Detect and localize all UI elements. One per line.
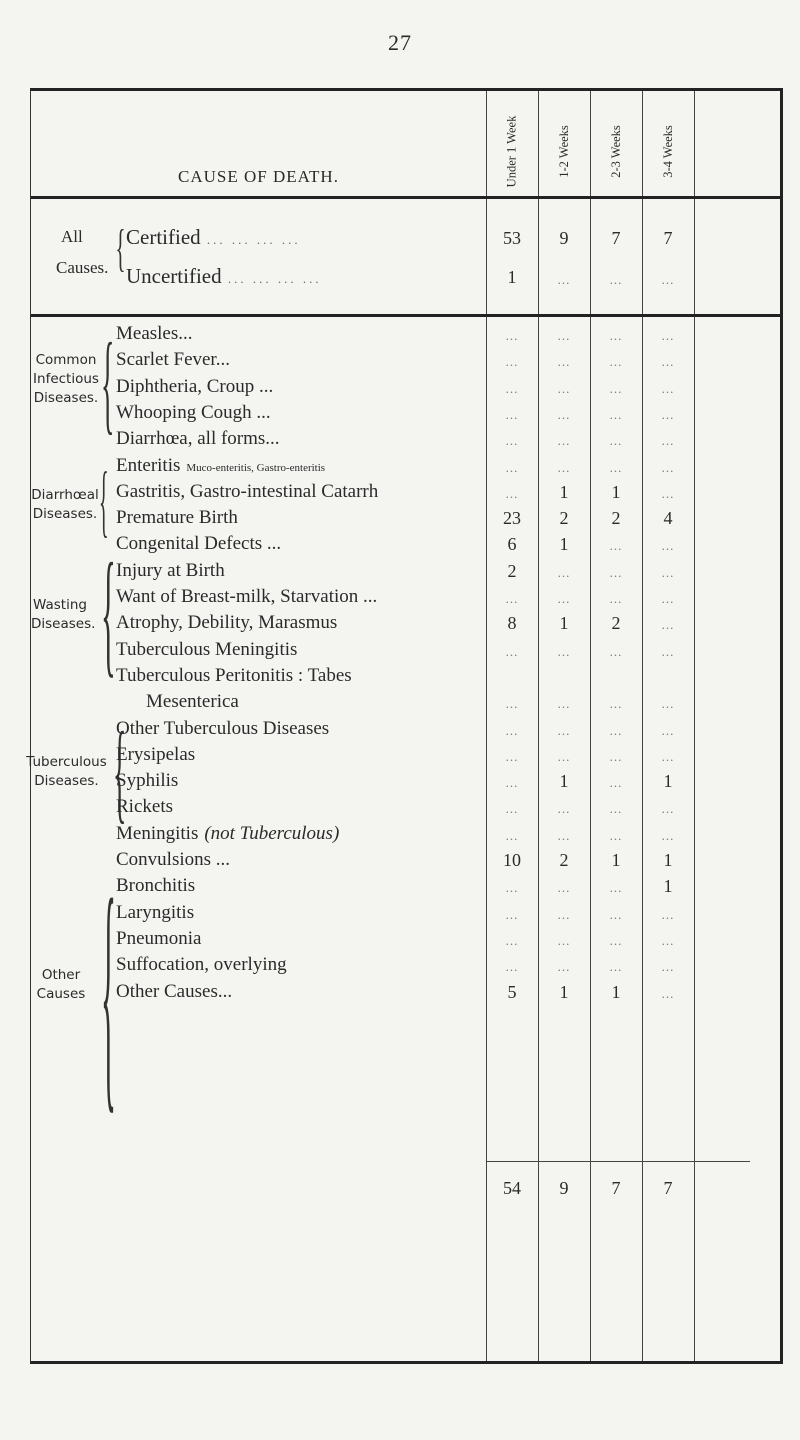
table-cell: 2 bbox=[559, 850, 569, 870]
row-label: Syphilis bbox=[116, 770, 179, 792]
brace-icon: { bbox=[115, 220, 126, 277]
group-label-all-causes: All Causes. bbox=[56, 227, 109, 277]
table-cell: 1 bbox=[559, 981, 569, 1002]
row-label: Tuberculous Peritonitis : Tabes bbox=[116, 664, 352, 686]
row-label: Suffocation, overlying bbox=[116, 954, 287, 976]
table-cell: ... bbox=[661, 617, 675, 633]
table-cell: ... bbox=[505, 433, 519, 449]
table-cell: 1 bbox=[663, 771, 673, 792]
table-cell: ... bbox=[609, 433, 623, 449]
row-label: Other Causes... bbox=[116, 980, 233, 1002]
table-cell: 2 bbox=[611, 508, 621, 529]
table-cell: ... bbox=[661, 643, 675, 659]
table-cell: ... bbox=[609, 880, 623, 896]
group-label-tuberculous: Tuberculous Diseases. bbox=[26, 754, 107, 789]
table-cell: 8 bbox=[507, 613, 517, 634]
table-cell: ... bbox=[557, 722, 571, 738]
table-cell: ... bbox=[557, 433, 571, 449]
table-cell: ... bbox=[505, 748, 519, 764]
table-cell: 23 bbox=[503, 508, 521, 529]
table-cell: ... bbox=[505, 354, 519, 370]
row-label: Meningitis (not Tuberculous) bbox=[116, 822, 340, 844]
table-cell: 2 bbox=[611, 613, 621, 634]
table-cell: ... bbox=[505, 880, 519, 896]
total-3-4-weeks: 7 bbox=[663, 1178, 673, 1198]
row-label: Mesenterica bbox=[146, 691, 239, 713]
table-cell: ... bbox=[661, 722, 675, 738]
table-cell: ... bbox=[661, 354, 675, 370]
table-cell: 1 bbox=[559, 481, 569, 502]
table-cell: ... bbox=[505, 643, 519, 659]
row-label: Measles... bbox=[116, 323, 193, 344]
table-cell: ... bbox=[505, 959, 519, 975]
table-cell: ... bbox=[609, 827, 623, 843]
table-cell: 1 bbox=[611, 481, 621, 502]
table-cell: ... bbox=[609, 643, 623, 659]
table-cell: 1 bbox=[611, 850, 621, 870]
table-cell: ... bbox=[609, 380, 623, 396]
cell-uncertified-1-2-weeks: ... bbox=[557, 272, 571, 287]
table-cell: ... bbox=[505, 696, 519, 712]
table-cell: ... bbox=[609, 932, 623, 948]
total-under-1-week: 54 bbox=[503, 1178, 521, 1198]
table-cell: ... bbox=[609, 722, 623, 738]
table-cell: ... bbox=[609, 459, 623, 475]
table-cell: ... bbox=[557, 801, 571, 817]
table-cell: ... bbox=[557, 906, 571, 922]
cell-certified-2-3-weeks: 7 bbox=[611, 228, 621, 248]
cell-certified-under-1-week: 53 bbox=[503, 228, 521, 248]
column-header-2-3-weeks: 2-3 Weeks bbox=[608, 125, 623, 178]
row-label: Injury at Birth bbox=[116, 559, 225, 581]
table-cell: 1 bbox=[559, 771, 569, 792]
column-header-1-2-weeks: 1-2 Weeks bbox=[556, 125, 571, 178]
table-cell: ... bbox=[505, 722, 519, 738]
row-label: Congenital Defects ... bbox=[116, 533, 282, 555]
table-cell: 1 bbox=[559, 613, 569, 634]
table-cell: ... bbox=[661, 406, 675, 422]
total-2-3-weeks: 7 bbox=[611, 1178, 621, 1198]
table-cell: ... bbox=[661, 564, 675, 580]
table-cell: 4 bbox=[663, 508, 673, 529]
table-cell: ... bbox=[609, 406, 623, 422]
table-cell: ... bbox=[505, 906, 519, 922]
row-label: Diphtheria, Croup ... bbox=[116, 375, 274, 397]
table-cell: ... bbox=[557, 564, 571, 580]
table-cell: ... bbox=[505, 801, 519, 817]
row-label: Diarrhœa, all forms... bbox=[116, 428, 280, 450]
table-cell: ... bbox=[609, 748, 623, 764]
cell-uncertified-3-4-weeks: ... bbox=[661, 272, 675, 287]
row-label: Convulsions ... bbox=[116, 849, 231, 870]
column-header-3-4-weeks: 3-4 Weeks bbox=[660, 125, 675, 178]
table-cell: ... bbox=[505, 485, 519, 501]
row-label: Whooping Cough ... bbox=[116, 401, 271, 423]
table-cell: ... bbox=[609, 696, 623, 712]
table-cell: ... bbox=[609, 959, 623, 975]
table-cell: ... bbox=[661, 328, 675, 343]
table-cell: ... bbox=[557, 354, 571, 370]
table-cell: ... bbox=[557, 827, 571, 843]
row-label-certified: Certified ... ... ... ... bbox=[126, 225, 301, 249]
row-label: Atrophy, Debility, Marasmus bbox=[116, 612, 338, 634]
table-cell: ... bbox=[505, 591, 519, 606]
table-cell: ... bbox=[609, 591, 623, 606]
table-cell: ... bbox=[557, 959, 571, 975]
row-label: Bronchitis bbox=[116, 875, 196, 897]
row-label-uncertified: Uncertified ... ... ... ... bbox=[126, 264, 322, 288]
row-label: Gastritis, Gastro-intestinal Catarrh bbox=[116, 480, 379, 502]
table-cell: ... bbox=[505, 406, 519, 422]
cause-of-death-header: CAUSE OF DEATH. bbox=[178, 167, 339, 186]
column-divider bbox=[694, 91, 695, 1361]
table-cell: ... bbox=[661, 827, 675, 843]
table-cell: ... bbox=[505, 775, 519, 791]
mortality-table bbox=[26, 88, 783, 1364]
table-cell: ... bbox=[609, 906, 623, 922]
table-cell: ... bbox=[661, 906, 675, 922]
brace-icon: { bbox=[101, 321, 115, 445]
row-label: Want of Breast-milk, Starvation ... bbox=[116, 586, 378, 607]
table-cell: ... bbox=[661, 485, 675, 501]
brace-icon: { bbox=[101, 535, 116, 690]
table-cell: ... bbox=[557, 748, 571, 764]
table-cell: ... bbox=[557, 880, 571, 896]
table-cell: ... bbox=[609, 801, 623, 817]
table-cell: ... bbox=[609, 354, 623, 370]
cell-certified-1-2-weeks: 9 bbox=[559, 228, 569, 248]
row-label: Scarlet Fever... bbox=[116, 349, 230, 371]
table-cell: 2 bbox=[507, 560, 517, 581]
table-cell: ... bbox=[505, 827, 519, 843]
row-label: Erysipelas bbox=[116, 743, 196, 765]
column-header-under-1-week: Under 1 Week bbox=[504, 115, 519, 188]
table-cell: ... bbox=[661, 985, 675, 1001]
row-label: Enteritis Muco-enteritis, Gastro-enteritis bbox=[116, 454, 326, 476]
row-label: Laryngitis bbox=[116, 901, 195, 923]
table-cell: ... bbox=[557, 643, 571, 659]
table-cell: 2 bbox=[559, 508, 569, 529]
table-cell: ... bbox=[505, 459, 519, 475]
row-label: Rickets bbox=[116, 796, 173, 818]
table-cell: ... bbox=[609, 538, 623, 554]
group-label-other-causes: Other Causes bbox=[36, 967, 86, 1002]
table-cell: ... bbox=[661, 459, 675, 475]
total-1-2-weeks: 9 bbox=[559, 1178, 569, 1198]
table-cell: 1 bbox=[663, 876, 673, 897]
table-cell: 1 bbox=[559, 534, 569, 555]
page-number: 27 bbox=[388, 30, 412, 55]
table-cell: ... bbox=[557, 459, 571, 475]
row-label: Tuberculous Meningitis bbox=[116, 638, 298, 660]
table-cell: ... bbox=[661, 932, 675, 948]
table-cell: ... bbox=[609, 564, 623, 580]
table-cell: ... bbox=[557, 932, 571, 948]
totals-rule bbox=[486, 1161, 750, 1162]
group-label-wasting: Wasting Diseases. bbox=[31, 597, 96, 632]
table-cell: ... bbox=[661, 959, 675, 975]
table-cell: 6 bbox=[507, 534, 517, 555]
brace-icon: { bbox=[113, 710, 127, 834]
table-cell: ... bbox=[661, 591, 675, 606]
table-cell: ... bbox=[661, 538, 675, 554]
brace-icon: { bbox=[99, 457, 109, 545]
table-cell: ... bbox=[609, 328, 623, 343]
table-cell: ... bbox=[557, 591, 571, 606]
table-cell: 1 bbox=[663, 850, 673, 870]
table-cell: ... bbox=[505, 932, 519, 948]
row-label: Premature Birth bbox=[116, 507, 238, 529]
cell-certified-3-4-weeks: 7 bbox=[663, 228, 673, 248]
group-label-common-infectious: Common Infectious Diseases. bbox=[33, 352, 99, 406]
table-cell: 1 bbox=[611, 981, 621, 1002]
table-cell: ... bbox=[661, 433, 675, 449]
table-cell: ... bbox=[557, 696, 571, 712]
table-cell: ... bbox=[557, 328, 571, 343]
table-cell: ... bbox=[661, 801, 675, 817]
row-label: Pneumonia bbox=[116, 927, 202, 949]
group-label-diarrhoeal: Diarrhœal Diseases. bbox=[31, 487, 99, 522]
table-cell: ... bbox=[557, 380, 571, 396]
table-cell: ... bbox=[505, 380, 519, 396]
table-cell: ... bbox=[557, 406, 571, 422]
table-cell: ... bbox=[609, 775, 623, 791]
section-rule bbox=[31, 314, 780, 317]
table-cell: ... bbox=[661, 696, 675, 712]
cell-uncertified-under-1-week: 1 bbox=[507, 267, 517, 287]
brace-icon: { bbox=[101, 847, 116, 1135]
table-cell: 10 bbox=[503, 850, 521, 870]
table-cell: ... bbox=[661, 380, 675, 396]
table-cell: ... bbox=[505, 328, 519, 343]
table-cell: 5 bbox=[507, 981, 517, 1002]
cell-uncertified-2-3-weeks: ... bbox=[609, 272, 623, 287]
table-cell: ... bbox=[661, 748, 675, 764]
row-label: Other Tuberculous Diseases bbox=[116, 717, 330, 739]
